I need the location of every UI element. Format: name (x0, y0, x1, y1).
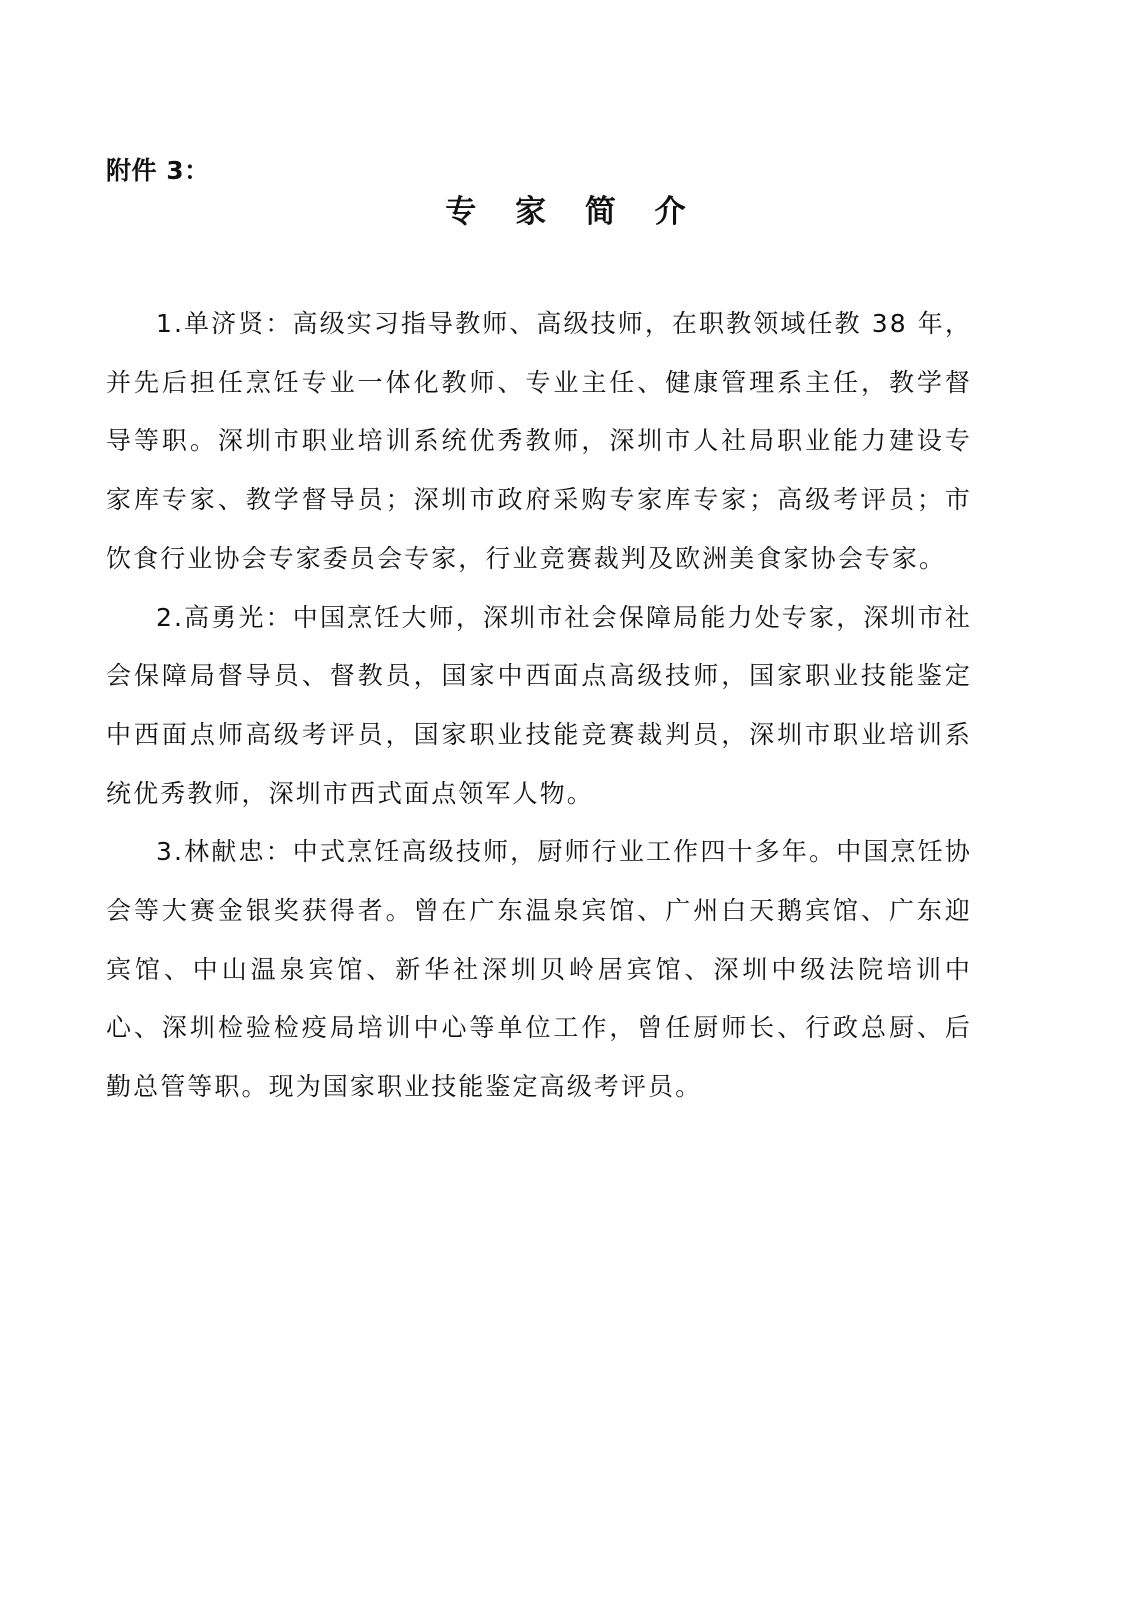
document-title: 专 家 简 介 (445, 194, 700, 230)
expert-bio-paragraph: 1.单济贤：高级实习指导教师、高级技师，在职教领域任教 38 年，并先后担任烹饪专业一体化教师、专业主任、健康管理系主任，教学督导等职。深圳市职业培训系统优秀教师，深圳市人社局职业能力建设专家库专家、教学督导员；深圳市政府采购专家库专家；高级考评员；市饮食行业协会专家委员会专家，行业竞赛裁判及欧洲美食家协会专家。 (106, 309, 972, 573)
expert-bio-paragraph: 3.林献忠：中式烹饪高级技师，厨师行业工作四十多年。中国烹饪协会等大赛金银奖获得者。曾在广东温泉宾馆、广州白天鹅宾馆、广东迎宾馆、中山温泉宾馆、新华社深圳贝岭居宾馆、深圳中级法院培训中心、深圳检验检疫局培训中心等单位工作，曾任厨师长、行政总厨、后勤总管等职。现为国家职业技能鉴定高级考评员。 (106, 837, 972, 1102)
expert-bio-paragraph: 2.高勇光：中国烹饪大师，深圳市社会保障局能力处专家，深圳市社会保障局督导员、督教员，国家中西面点高级技师，国家职业技能鉴定中西面点师高级考评员，国家职业技能竞赛裁判员，深圳市职业培训系统优秀教师，深圳市西式面点领军人物。 (106, 602, 972, 808)
attachment-label: 附件 3： (106, 156, 210, 185)
document-body (106, 295, 972, 1117)
